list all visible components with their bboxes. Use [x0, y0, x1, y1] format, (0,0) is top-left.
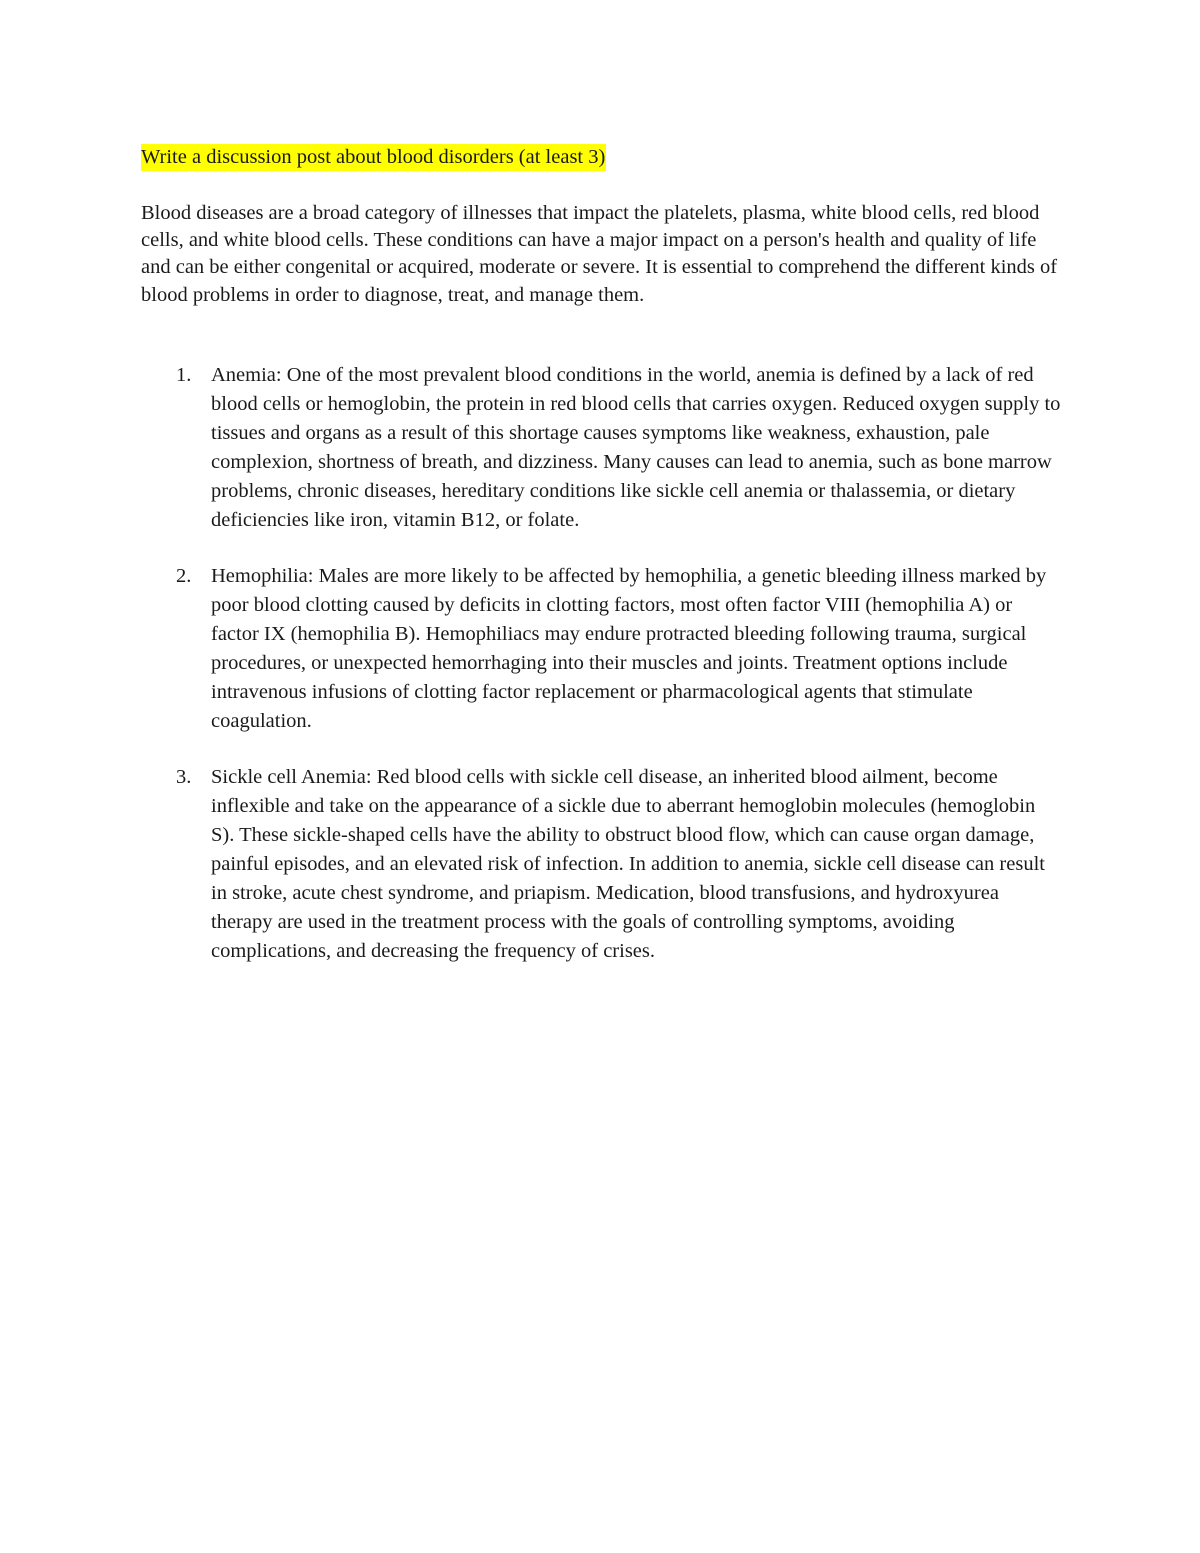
list-item	[141, 361, 1061, 535]
list-item	[141, 763, 1061, 966]
list-item	[141, 562, 1061, 736]
list-item-text: Anemia: One of the most prevalent blood conditions in the world, anemia is defined by a lack of red blood cells or hemoglobin, the protein in red blood cells that carries oxygen. Reduced oxygen supply to tissues and organs as a result of this shortage causes symptoms like weakness, exhaustion, pale complexion, shortness of breath, and dizziness. Many causes can lead to anemia, such as bone marrow problems, chronic diseases, hereditary conditions like sickle cell anemia or thalassemia, or dietary deficiencies like iron, vitamin B12, or folate.	[211, 363, 1061, 531]
list-item-text: Hemophilia: Males are more likely to be affected by hemophilia, a genetic bleeding illness marked by poor blood clotting caused by deficits in clotting factors, most often factor VIII (hemophilia A) or factor IX (hemophilia B). Hemophiliacs may endure protracted bleeding following trauma, surgical procedures, or unexpected hemorrhaging into their muscles and joints. Treatment options include intravenous infusions of clotting factor replacement or pharmacological agents that stimulate coagulation.	[211, 564, 1047, 732]
heading-highlight: Write a discussion post about blood disorders (at least 3)	[141, 144, 606, 171]
list-item-number: 1.	[176, 363, 192, 386]
document-page	[141, 140, 1061, 993]
disorder-list	[141, 361, 1061, 966]
list-item-number: 3.	[176, 765, 192, 788]
document-heading	[141, 140, 1061, 174]
intro-paragraph: Blood diseases are a broad category of illnesses that impact the platelets, plasma, white blood cells, red blood cells, and white blood cells. These conditions can have a major impact on a person's health and quality of life and can be either congenital or acquired, moderate or severe. It is essential to comprehend the different kinds of blood problems in order to diagnose, treat, and manage them.	[141, 202, 1058, 306]
list-item-number: 2.	[176, 564, 192, 587]
list-item-text: Sickle cell Anemia: Red blood cells with sickle cell disease, an inherited blood ailment, become inflexible and take on the appearance of a sickle due to aberrant hemoglobin molecules (hemoglobin S). These sickle-shaped cells have the ability to obstruct blood flow, which can cause organ damage, painful episodes, and an elevated risk of infection. In addition to anemia, sickle cell disease can result in stroke, acute chest syndrome, and priapism. Medication, blood transfusions, and hydroxyurea therapy are used in the treatment process with the goals of controlling symptoms, avoiding complications, and decreasing the frequency of crises.	[211, 765, 1045, 962]
